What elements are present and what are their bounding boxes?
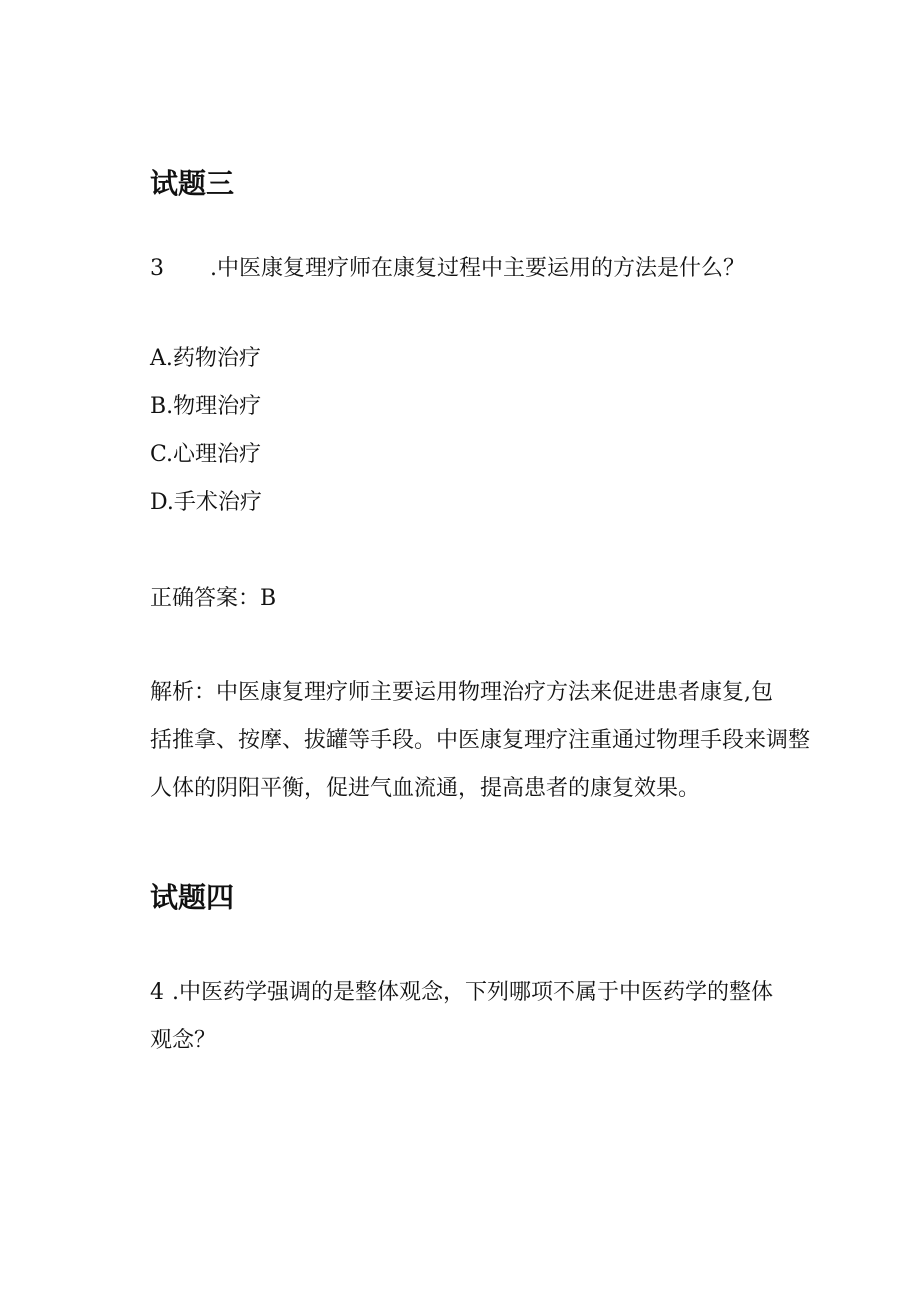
question-4-body-line-1: .中医药学强调的是整体观念，下列哪项不属于中医药学的整体 [172,980,773,1005]
question-3-analysis-line-3: 人体的阴阳平衡，促进气血流通，提高患者的康复效果。 [150,776,701,801]
question-3-heading: 试题三 [150,167,235,200]
question-4-text-line-1 [150,978,773,1008]
question-4-number: 4 [150,980,164,1005]
question-3-number: 3 [150,256,164,281]
question-4-heading: 试题四 [150,881,235,914]
question-3-text [150,254,745,284]
question-3-option-d: D.手术治疗 [150,490,262,515]
question-4-text-line-2: 观念？ [150,1028,217,1053]
question-3-answer: 正确答案：B [150,586,277,611]
question-3-option-a: A.药物治疗 [150,346,261,371]
question-3-analysis-line-1: 解析：中医康复理疗师主要运用物理治疗方法来促进患者康复,包 [150,680,773,705]
question-3-option-b: B.物理治疗 [150,394,262,419]
question-3-body: .中医康复理疗师在康复过程中主要运用的方法是什么？ [210,256,745,281]
question-3-option-c: C.心理治疗 [150,442,262,467]
question-3-analysis-line-2: 括推拿、按摩、拔罐等手段。中医康复理疗注重通过物理手段来调整 [150,728,811,753]
